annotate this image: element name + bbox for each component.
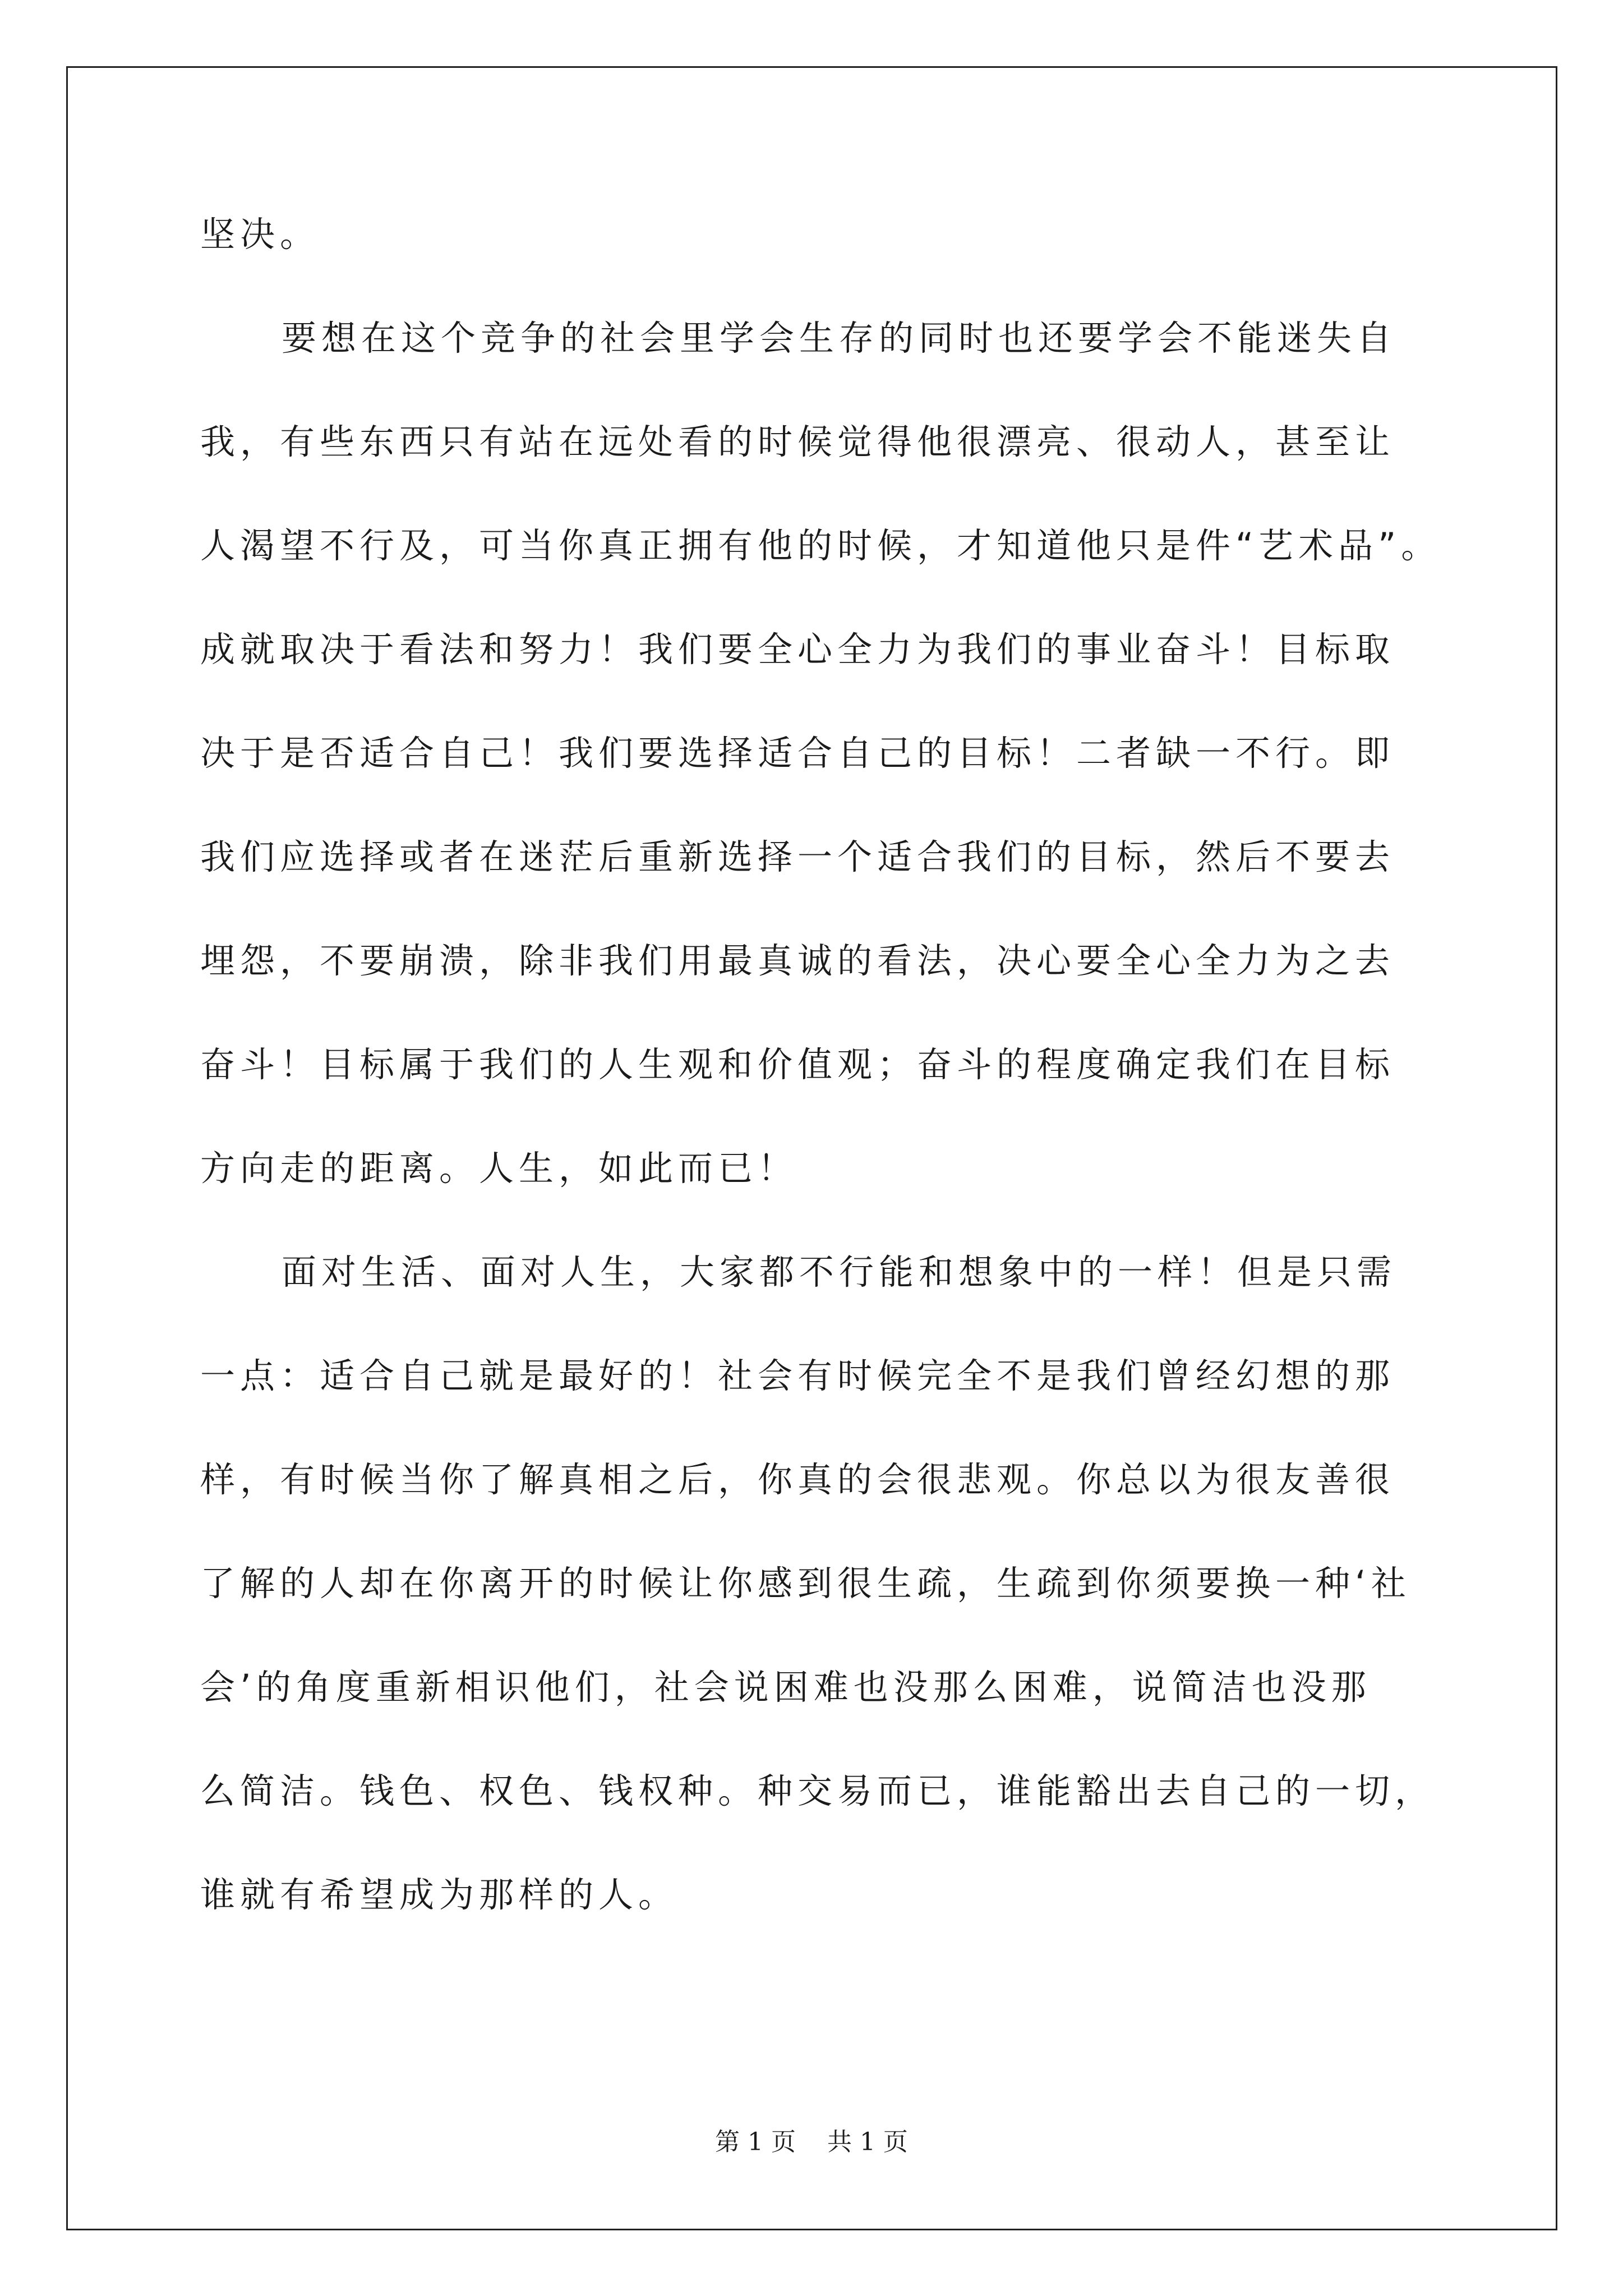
document-body	[200, 214, 1441, 1979]
text-line-12: 一点：适合自己就是最好的！社会有时候完全不是我们曾经幻想的那	[200, 1355, 1395, 1396]
text-line-1: 坚决。	[200, 214, 320, 255]
text-line-15: 会’的角度重新相识他们，社会说困难也没那么困难，说简洁也没那	[200, 1667, 1371, 1708]
text-line-13: 样，有时候当你了解真相之后，你真的会很悲观。你总以为很友善很	[200, 1459, 1395, 1500]
text-line-16: 么简洁。钱色、权色、钱权种。种交易而已，谁能豁出去自己的一切，	[200, 1770, 1435, 1811]
text-line-10: 方向走的距离。人生，如此而已！	[200, 1148, 798, 1189]
text-line-6: 决于是否适合自己！我们要选择适合自己的目标！二者缺一不行。即	[200, 733, 1395, 774]
text-line-8: 埋怨，不要崩溃，除非我们用最真诚的看法，决心要全心全力为之去	[200, 940, 1395, 981]
text-line-2: 要想在这个竞争的社会里学会生存的同时也还要学会不能迷失自	[282, 318, 1397, 358]
text-line-17: 谁就有希望成为那样的人。	[200, 1874, 679, 1915]
text-line-9: 奋斗！目标属于我们的人生观和价值观；奋斗的程度确定我们在目标	[200, 1044, 1395, 1085]
text-line-14: 了解的人却在你离开的时候让你感到很生疏，生疏到你须要换一种‘社	[200, 1563, 1411, 1604]
text-line-4: 人渴望不行及，可当你真正拥有他的时候，才知道他只是件“艺术品”。	[200, 525, 1441, 566]
text-line-11: 面对生活、面对人生，大家都不行能和想象中的一样！但是只需	[282, 1251, 1397, 1292]
page-number-footer: 第 1 页 共 1 页	[715, 2128, 908, 2156]
text-line-7: 我们应选择或者在迷茫后重新选择一个适合我们的目标，然后不要去	[200, 836, 1395, 877]
text-line-3: 我，有些东西只有站在远处看的时候觉得他很漂亮、很动人，甚至让	[200, 421, 1395, 462]
text-line-5: 成就取决于看法和努力！我们要全心全力为我们的事业奋斗！目标取	[200, 629, 1395, 670]
